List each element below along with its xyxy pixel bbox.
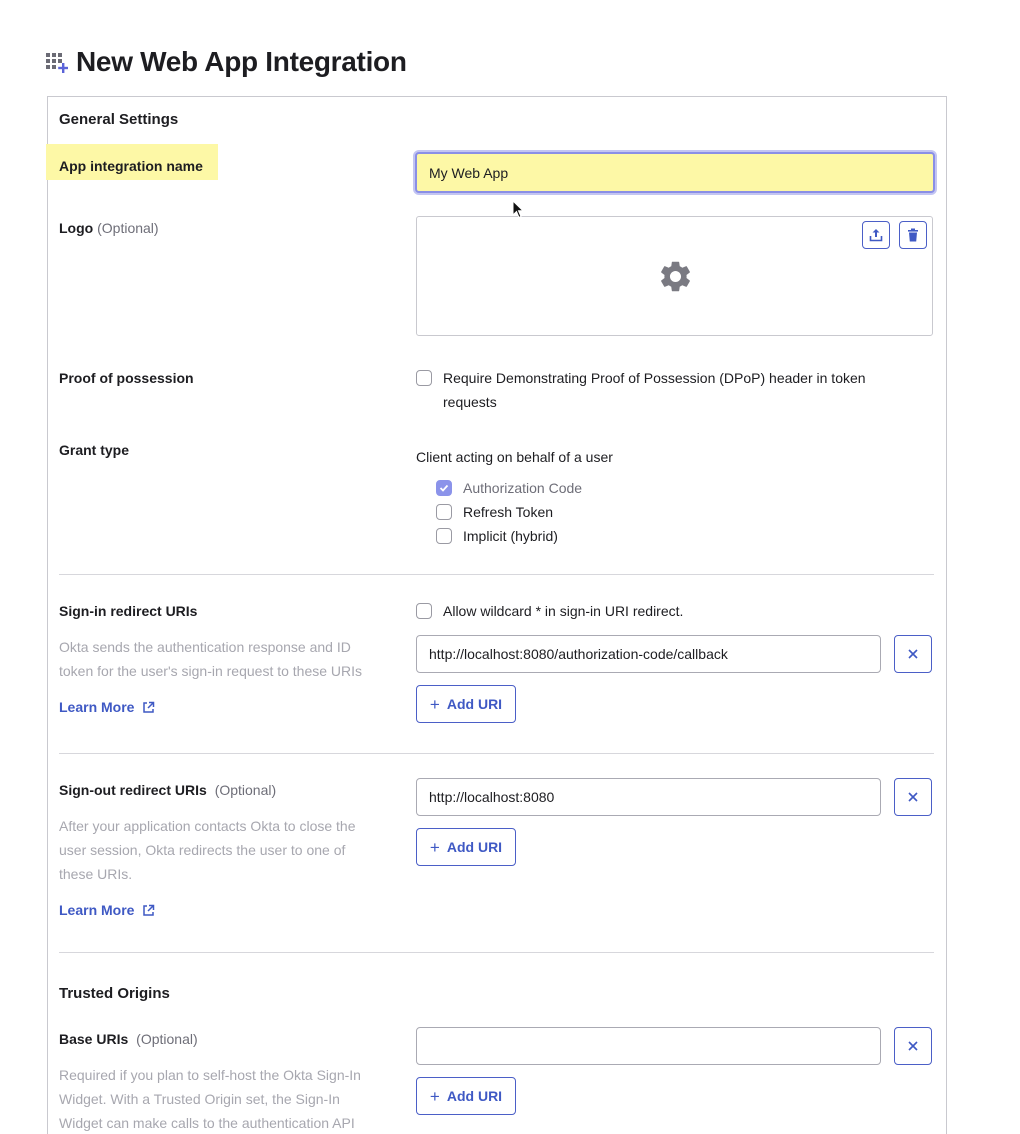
base-help-line2: Widget. With a Trusted Origin set, the Sign-In — [59, 1091, 340, 1107]
implicit-hybrid-checkbox[interactable] — [436, 528, 452, 544]
plus-icon: + — [429, 694, 440, 714]
trash-icon — [906, 228, 920, 242]
optional-text: (Optional) — [136, 1031, 198, 1047]
base-uri-input[interactable] — [416, 1027, 881, 1065]
add-uri-text: Add URI — [446, 696, 503, 712]
upload-icon — [869, 228, 883, 242]
signout-uri-input[interactable] — [416, 778, 881, 816]
mouse-cursor-icon — [512, 200, 524, 219]
signout-help-line3: these URIs. — [59, 866, 133, 882]
signout-help-text — [59, 814, 389, 886]
remove-base-uri-button[interactable] — [894, 1027, 932, 1065]
signin-uri-input[interactable] — [416, 635, 881, 673]
learn-more-text: Learn More — [59, 699, 135, 715]
plus-icon: + — [429, 1086, 440, 1106]
gear-icon — [657, 258, 694, 295]
external-link-icon — [142, 701, 155, 714]
base-help-line3: Widget can make calls to the authentication API — [59, 1115, 355, 1131]
signin-help-text — [59, 635, 389, 683]
logo-label — [59, 220, 159, 236]
add-uri-text: Add URI — [446, 839, 503, 855]
dpop-label-line2: requests — [443, 394, 497, 410]
upload-logo-button[interactable] — [862, 221, 890, 249]
grid-plus-icon — [46, 51, 68, 73]
dpop-checkbox-label — [443, 366, 866, 414]
signin-learn-more-link[interactable] — [59, 699, 155, 715]
general-settings-heading: General Settings — [59, 111, 179, 128]
logo-dropzone[interactable] — [416, 216, 933, 336]
base-help-line1: Required if you plan to self-host the Okta Sign-In — [59, 1067, 361, 1083]
external-link-icon — [142, 904, 155, 917]
signout-label-text: Sign-out redirect URIs — [59, 782, 207, 798]
base-uris-label-text: Base URIs — [59, 1031, 129, 1047]
delete-logo-button[interactable] — [899, 221, 927, 249]
signout-help-line1: After your application contacts Okta to close the — [59, 818, 356, 834]
remove-signin-uri-button[interactable] — [894, 635, 932, 673]
check-icon — [439, 483, 449, 493]
refresh-token-checkbox[interactable] — [436, 504, 452, 520]
remove-signout-uri-button[interactable] — [894, 778, 932, 816]
base-uris-help-text — [59, 1063, 389, 1134]
wildcard-label: Allow wildcard * in sign-in URI redirect. — [443, 603, 684, 619]
close-icon — [907, 648, 919, 660]
signin-redirect-label: Sign-in redirect URIs — [59, 603, 198, 619]
close-icon — [907, 1040, 919, 1052]
signout-learn-more-link[interactable] — [59, 902, 155, 918]
wildcard-checkbox[interactable] — [416, 603, 432, 619]
divider — [59, 952, 934, 953]
add-uri-text: Add URI — [446, 1088, 503, 1104]
authorization-code-checkbox[interactable] — [436, 480, 452, 496]
base-uris-label — [59, 1031, 198, 1047]
close-icon — [907, 791, 919, 803]
grant-type-label: Grant type — [59, 442, 130, 458]
page-title: New Web App Integration — [76, 46, 407, 77]
optional-text: (Optional) — [97, 220, 159, 236]
authorization-code-label: Authorization Code — [463, 480, 583, 496]
page-header — [46, 44, 407, 80]
signout-redirect-label — [59, 782, 276, 798]
signout-help-line2: user session, Okta redirects the user to one of — [59, 842, 346, 858]
app-name-label: App integration name — [59, 158, 203, 174]
plus-icon: + — [429, 837, 440, 857]
divider — [59, 753, 934, 754]
dpop-label-line1: Require Demonstrating Proof of Possession (DPoP) header in token — [443, 370, 866, 386]
add-base-uri-button[interactable] — [416, 1077, 516, 1115]
signin-help-line2: token for the user's sign-in request to these URIs — [59, 663, 363, 679]
app-name-input[interactable] — [415, 152, 935, 193]
proof-label: Proof of possession — [59, 370, 194, 386]
signin-help-line1: Okta sends the authentication response and ID — [59, 639, 351, 655]
trusted-origins-heading: Trusted Origins — [59, 985, 170, 1002]
add-signout-uri-button[interactable] — [416, 828, 516, 866]
divider — [59, 574, 934, 575]
add-signin-uri-button[interactable] — [416, 685, 516, 723]
implicit-hybrid-label: Implicit (hybrid) — [463, 528, 558, 544]
learn-more-text: Learn More — [59, 902, 135, 918]
dpop-checkbox[interactable] — [416, 370, 432, 386]
refresh-token-label: Refresh Token — [463, 504, 554, 520]
optional-text: (Optional) — [214, 782, 277, 798]
grant-subheading: Client acting on behalf of a user — [416, 449, 613, 465]
logo-label-text: Logo — [59, 220, 94, 236]
